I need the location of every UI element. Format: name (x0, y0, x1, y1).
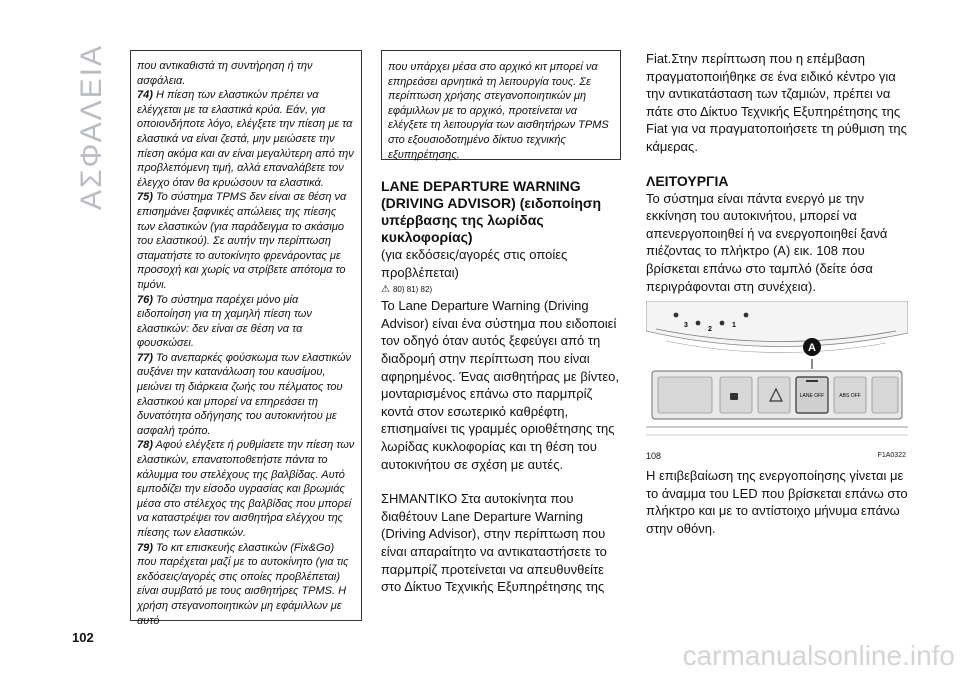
operation-paragraph: Το σύστημα είναι πάντα ενεργό με την εκκίνηση του αυτοκινήτου, μπορεί να απενεργοποιηθεί ή να ενεργοποιηθεί ξανά πιέζοντας το πλήκτρο (A) εικ. 108 που βρίσκεται επάνω στο ταμπλό (δείτε όσα περιγράφονται στη συνέχεια). (646, 190, 888, 294)
warning-triangle-icon: ⚠ (381, 284, 390, 296)
page-number: 102 (72, 630, 94, 645)
figure-code: F1A0322 (877, 452, 906, 460)
warning-note: 76) Το σύστημα παρέχει μόνο μία ειδοποίηση για τη χαμηλή πίεση των ελαστικών: δεν είναι σε θέση να τα φουσκώσει. (137, 293, 312, 350)
description-paragraph: Το Lane Departure Warning (Driving Advisor) είναι ένα σύστημα που ειδοποιεί τον οδηγό όταν αυτός ξεφεύγει από τη διαδρομή στην περίπτωση που είναι αφηρημένος. Ένας αισθητήρας με βίντεο, μονταρισμένος επάνω στο παρμπρίζ κοντά στον εσωτερικό καθρέφτη, επισημαίνει τις γραμμές οριοθέτησης της λωρίδας κυκλοφορίας και τη θέση του αυτοκινήτου σε σχέση με αυτές. (381, 298, 619, 472)
warning-note: 75) Το σύστημα TPMS δεν είναι σε θέση να επισημάνει ξαφνικές απώλειες της πίεσης των ελαστικών (για παράδειγμα το σκάσιμο του ελαστικού). Σε αυτήν την περίπτωση σταματήστε το αυτοκίνητο φρενάροντας με προσοχή και χωρίς να στρίβετε απότομα το τιμόνι. (137, 191, 347, 291)
section-heading: LANE DEPARTURE WARNING (DRIVING ADVISOR) (ειδοποίηση υπέρβασης της λωρίδας κυκλοφορίας) (381, 178, 602, 245)
dashboard-illustration (646, 301, 908, 447)
confirmation-paragraph: Η επιβεβαίωση της ενεργοποίησης γίνεται με το άναμμα του LED που βρίσκεται επάνω στο πλήκτρο και με το αντίστοιχο μήνυμα επάνω στην οθόνη. (646, 468, 908, 536)
lane-off-button-label: LANE OFF (799, 393, 825, 400)
dial-number: 1 (732, 322, 736, 330)
warning-note: 79) Το κιτ επισκευής ελαστικών (Fix&Go) που παρέχεται μαζί με το αυτοκίνητο (για τις εκδόσεις/αγορές στις οποίες προβλέπεται) είναι συμβατό με τους αισθητήρες TPMS. Η χρήση στεγανοποιητικών μη εφάμιλλων με αυτό (137, 541, 349, 627)
section-title-text: ΑΣΦΑΛΕΙΑ (75, 43, 108, 211)
important-paragraph: ΣΗΜΑΝΤΙΚΟ Στα αυτοκίνητα που διαθέτουν Lane Departure Warning (Driving Advisor), στην περίπτωση που είναι απαραίτητο να αντικαταστήσετε το παρμπρίζ προτείνεται να απευθυνθείτε στο Δίκτυο Τεχνικής Εξυπηρέτησης της (381, 491, 607, 595)
dial-number: 3 (684, 322, 688, 330)
continuation-paragraph: Fiat.Στην περίπτωση που η επέμβαση πραγματοποιήθηκε σε ένα ειδικό κέντρο για την αντικατάσταση των τζαμιών, πρέπει να πάτε στο Δίκτυο Τεχνικής Εξυπηρέτησης της Fiat για να πραγματοποιήσετε τη ρύθμιση της κάμερας. (646, 51, 907, 154)
warning-note: 74) Η πίεση των ελαστικών πρέπει να ελέγχεται με τα ελαστικά κρύα. Εάν, για οποιονδήποτε λόγο, ελέγξετε την πίεση με τα ελαστικά να είναι ζεστά, μην μειώσετε την πίεση ακόμα και αν είναι μεγαλύτερη από την προβλεπόμενη τιμή, αλλά επαναλάβετε τον έλεγχο όταν θα κρυώσουν τα ελαστικά. (137, 89, 354, 189)
figure-dashboard-buttons (646, 301, 908, 462)
dial-number: 2 (708, 326, 712, 334)
abs-off-button-label: ABS OFF (839, 393, 861, 400)
warning-note: 77) Το ανεπαρκές φούσκωμα των ελαστικών αυξάνει την κατανάλωση του καυσίμου, μειώνει τη διάρκεια ζωής του πέλματος του ελαστικού και μπορεί να επηρεάσει τη δυνατότητα οδήγησης του αυτοκινήτου με ασφαλή τρόπο. (137, 351, 352, 437)
warning-note: 78) Αφού ελέγξετε ή ρυθμίσετε την πίεση των ελαστικών, επανατοποθετήστε πάντα το κάλυμμα του στελέχους της βαλβίδας. Αυτό εμποδίζει την είσοδο υγρασίας και βρωμιάς μέσα στο στέλεχος της βαλβίδας που μπορεί να καταστρέψει τον αισθητήρα ελέγχου της πίεσης των ελαστικών. (137, 439, 355, 539)
section-title (72, 43, 112, 211)
warning-references (381, 284, 626, 295)
watermark: carmanualsonline.info (682, 640, 955, 671)
warnings-box-continued (130, 50, 362, 627)
warning-note: που αντικαθιστά τη συντήρηση ή την ασφάλεια. (137, 60, 313, 87)
figure-number: 108 (646, 451, 662, 462)
callout-label: A (808, 342, 816, 355)
lane-departure-section (381, 178, 626, 596)
operation-section (646, 50, 908, 538)
warnings-box-end (381, 50, 621, 160)
section-subtitle: (για εκδόσεις/αγορές στις οποίες προβλέπεται) (381, 247, 568, 280)
section-heading: ΛΕΙΤΟΥΡΓΙΑ (646, 172, 729, 189)
reference-numbers: 80) 81) 82) (392, 285, 433, 295)
warning-note: που υπάρχει μέσα στο αρχικό κιτ μπορεί να επηρεάσει αρνητικά τη λειτουργία τους. Σε περίπτωση χρήσης στεγανοποιητικών μη εφάμιλλων με το αρχικό, προτείνεται να ελέγξετε τη λειτουργία των αισθητήρων TPMS στο εξουσιοδοτημένο δίκτυο τεχνικής εξυπηρέτησης. (388, 61, 609, 161)
